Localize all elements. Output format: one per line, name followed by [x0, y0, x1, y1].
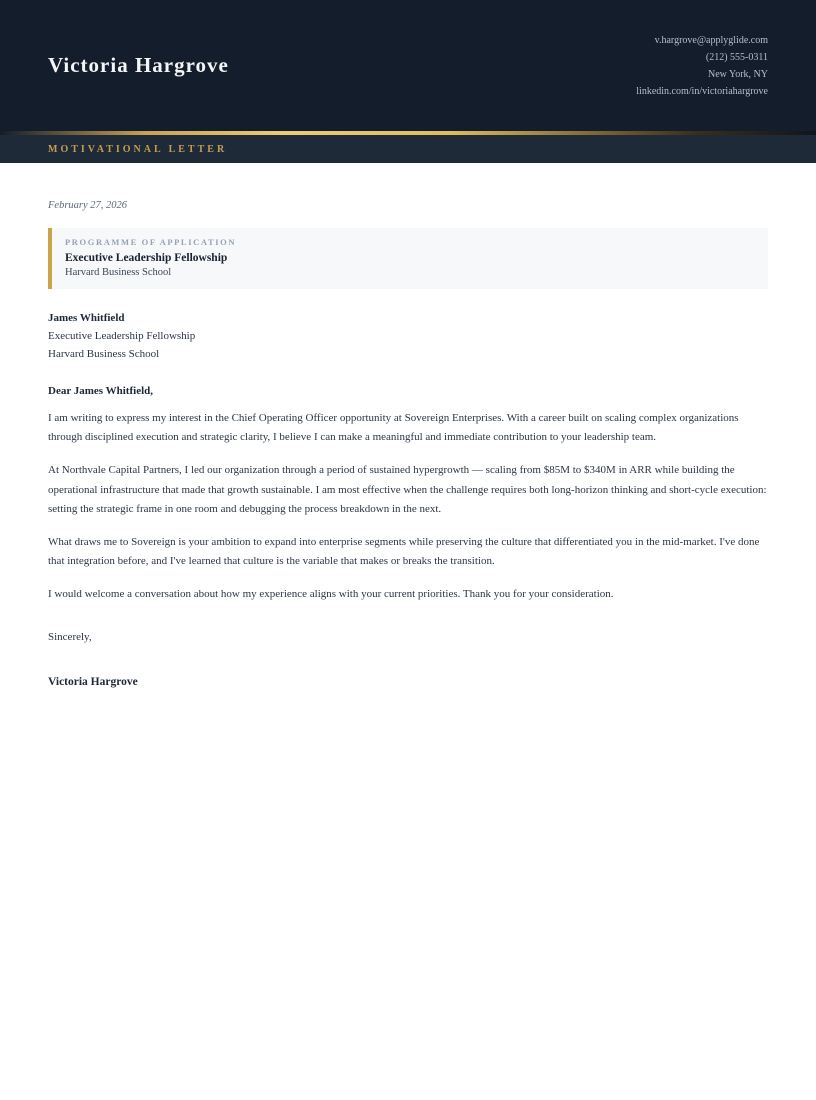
document-type-bar [0, 135, 816, 163]
salutation: Dear James Whitfield, [48, 384, 153, 397]
paragraph-4: I would welcome a conversation about how my experience aligns with your current priorities. Thank you for your consideration. [48, 588, 614, 601]
recipient-institution: Harvard Business School [48, 347, 160, 360]
paragraph-2: At Northvale Capital Partners, I led our organization through a period of sustained hypergrowth — scaling from $85M to $340M in ARR while building the operational infrastructure that made that growth sustainable. I am most effective when the challenge requires both long-horizon thinking and short-cycle execution: setting the strategic frame in one room and debugging the process breakdown in the next. [48, 464, 767, 515]
contact-info [636, 32, 768, 100]
document-type-label: MOTIVATIONAL LETTER [48, 143, 228, 155]
contact-phone: (212) 555-0311 [705, 51, 768, 63]
page-title: Victoria Hargrove [48, 53, 229, 77]
signature-name: Victoria Hargrove [48, 675, 138, 688]
letter-body [0, 163, 816, 688]
contact-location: New York, NY [707, 68, 768, 80]
programme-callout-institution: Harvard Business School [65, 266, 172, 278]
contact-linkedin: linkedin.com/in/victoriahargrove [636, 85, 768, 97]
recipient-block [48, 309, 768, 363]
programme-callout-title: Executive Leadership Fellowship [65, 252, 228, 264]
closing: Sincerely, [48, 630, 92, 643]
recipient-programme: Executive Leadership Fellowship [48, 329, 196, 342]
paragraph-1: I am writing to express my interest in the Chief Operating Officer opportunity at Sovereign Enterprises. With a career built on scaling complex organizations through disciplined execution and strategic clarity, I believe I can make a meaningful and immediate contribution to your leadership team. [48, 411, 739, 444]
letter-date: February 27, 2026 [48, 200, 128, 211]
letterhead [0, 0, 816, 131]
recipient-name: James Whitfield [48, 311, 125, 324]
programme-callout [48, 228, 768, 289]
programme-callout-label: PROGRAMME OF APPLICATION [65, 237, 237, 247]
paragraph-3: What draws me to Sovereign is your ambition to expand into enterprise segments while preserving the culture that differentiated you in the mid-market. I've done that integration before, and I've learned that culture is the variable that makes or breaks the transition. [48, 535, 760, 568]
contact-email: v.hargrove@applyglide.com [654, 34, 768, 46]
